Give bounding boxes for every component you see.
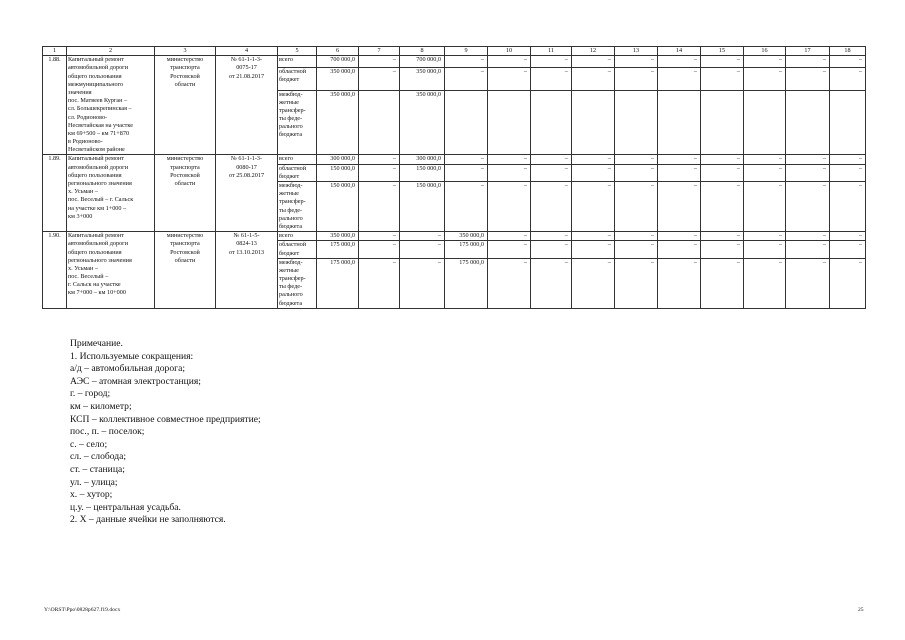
notes-title: Примечание. [70,338,123,349]
table-cell: – [658,241,701,258]
table-cell: всего [278,232,317,241]
table-cell: – [488,258,531,308]
table-cell [744,90,786,155]
note-line: сл. – слобода; [70,451,127,463]
table-header-cell: 8 [400,47,445,56]
table-cell: 300 000,0 [317,155,359,164]
table-cell [701,90,744,155]
table-header-cell: 2 [67,47,155,56]
table-cell: областной бюджет [278,164,317,181]
table-cell: всего [278,56,317,68]
table-cell: 350 000,0 [400,68,445,90]
note-line: км – километр; [70,400,132,412]
table-cell: – [488,164,531,181]
table-cell: – [658,68,701,90]
table-cell: – [359,232,400,241]
table-header-cell: 7 [359,47,400,56]
table-cell: – [786,68,830,90]
table-cell: – [786,232,830,241]
table-cell: – [744,241,786,258]
table-cell: – [830,241,866,258]
note-line: КСП – коллективное совместное предприятие; [70,413,261,425]
table-cell: министерство транспорта Ростовской области [155,155,216,232]
table-cell: министерство транспорта Ростовской области [155,56,216,155]
table-header-cell: 11 [531,47,572,56]
table-cell: – [744,155,786,164]
table-cell [615,90,658,155]
table-cell: – [830,258,866,308]
table-cell: – [744,232,786,241]
table-cell: – [488,232,531,241]
table-cell: – [701,241,744,258]
table-cell: – [830,182,866,232]
table-header-cell: 6 [317,47,359,56]
note-line: ст. – станица; [70,463,125,475]
table-cell: Капитальный ремонт автомобильной дороги общего пользования регионального значения х. Усьман – пос. Веселый – г. Сальск на участке км 7+000 – км 10+000 [67,232,155,309]
table-cell: – [572,68,615,90]
table-row [43,56,866,68]
table-cell: – [615,155,658,164]
table-cell: – [359,56,400,68]
table-cell: 1.88. [43,56,67,155]
table-cell: – [701,258,744,308]
table-cell: межбюд- жетные трансфер- ты феде- рального бюджета [278,258,317,308]
table-cell [531,90,572,155]
table-cell: – [830,68,866,90]
table-cell: – [658,232,701,241]
note-line: АЭС – атомная электростанция; [70,375,201,387]
table-cell: – [744,182,786,232]
table-cell [488,90,531,155]
table-cell: – [572,232,615,241]
table-cell: – [400,241,445,258]
table-cell: – [786,258,830,308]
table-cell: – [359,155,400,164]
table-cell: всего [278,155,317,164]
table-cell: – [786,155,830,164]
table-cell: – [572,164,615,181]
table-cell: – [615,182,658,232]
table-cell: – [615,258,658,308]
table-cell: – [786,241,830,258]
table-cell [658,90,701,155]
table-row [43,232,866,241]
note-line: г. – город; [70,388,111,400]
table-cell: – [701,164,744,181]
table-cell [359,90,400,155]
table-cell: – [445,56,488,68]
table-cell: – [531,164,572,181]
table-cell: – [615,68,658,90]
table-cell: № 61-1-1-3- 0075-17 от 21.08.2017 [216,56,278,155]
table-cell: – [531,182,572,232]
table-cell [786,90,830,155]
table-cell: – [359,182,400,232]
table-cell: – [400,258,445,308]
table-cell: 150 000,0 [400,164,445,181]
table-cell: – [445,155,488,164]
table-header-row [43,47,866,56]
table-cell: – [615,241,658,258]
table-cell: – [658,164,701,181]
table-cell [830,90,866,155]
table-header-cell: 9 [445,47,488,56]
notes-section [70,338,261,527]
table-cell: – [786,182,830,232]
table-cell: Капитальный ремонт автомобильной дороги общего пользования межмуниципального значения пос. Матвеев Курган – сл. Большекрепинская – сл. Родионово- Несветайская на участке км 69+500 – км 71+870 в Родионово- Несветайском районе [67,56,155,155]
footer-file-path: Y:\ORST\Ppo\0828p627.f19.docx [44,607,121,613]
table-cell: – [830,155,866,164]
table-header-cell: 18 [830,47,866,56]
table-cell: – [531,56,572,68]
table-cell: – [531,232,572,241]
table-cell: – [572,155,615,164]
table-cell: – [701,182,744,232]
table-row [43,155,866,164]
table-cell: 175 000,0 [445,241,488,258]
table-cell: – [359,68,400,90]
table-cell: – [744,56,786,68]
footer-page-number: 25 [858,607,864,613]
table-cell: областной бюджет [278,68,317,90]
table-cell: – [615,164,658,181]
table-cell: – [531,258,572,308]
table-header-cell: 17 [786,47,830,56]
table-cell: – [830,232,866,241]
table-cell: № 61-1-1-3- 0080-17 от 25.08.2017 [216,155,278,232]
table-cell: – [830,56,866,68]
table-cell: – [615,56,658,68]
table-cell: – [572,56,615,68]
note-line: ул. – улица; [70,476,118,488]
table-header-cell: 1 [43,47,67,56]
table-cell: – [615,232,658,241]
table-cell: – [488,56,531,68]
note-line: 1. Используемые сокращения: [70,350,194,362]
table-cell: – [701,232,744,241]
table-cell: – [744,258,786,308]
table-cell: 175 000,0 [317,241,359,258]
note-line: х. – хутор; [70,489,113,501]
table-cell: – [445,182,488,232]
table-cell: 1.89. [43,155,67,232]
table-cell: 175 000,0 [445,258,488,308]
table-cell [445,90,488,155]
table-cell: – [531,241,572,258]
table-cell: – [572,241,615,258]
note-line: ц.у. – центральная усадьба. [70,501,181,513]
table-cell: 150 000,0 [317,182,359,232]
table-header-cell: 10 [488,47,531,56]
table-cell: – [701,56,744,68]
table-cell: 175 000,0 [317,258,359,308]
table-cell: 300 000,0 [400,155,445,164]
table-cell: 150 000,0 [400,182,445,232]
table-cell: 350 000,0 [317,68,359,90]
table-cell: – [488,182,531,232]
table-cell: 150 000,0 [317,164,359,181]
table-cell: – [572,258,615,308]
table-cell: 700 000,0 [317,56,359,68]
table-cell: – [658,56,701,68]
note-line: 2. Х – данные ячейки не заполняются. [70,514,226,526]
program-table [42,46,866,309]
table-cell: 350 000,0 [317,90,359,155]
table-cell: 350 000,0 [445,232,488,241]
table-cell: – [488,155,531,164]
table-cell: – [488,241,531,258]
table-cell: – [359,258,400,308]
table-cell: – [701,68,744,90]
table-cell: – [744,68,786,90]
table-header-cell: 12 [572,47,615,56]
table-cell: – [786,164,830,181]
notes-lines [70,351,261,527]
table-cell: – [531,68,572,90]
table-header-cell: 4 [216,47,278,56]
table-cell: – [488,68,531,90]
table-cell: – [445,68,488,90]
table-header-cell: 13 [615,47,658,56]
table-cell: – [359,164,400,181]
table-header-cell: 5 [278,47,317,56]
table-cell: – [830,164,866,181]
table-cell: – [658,182,701,232]
table-header-cell: 15 [701,47,744,56]
table-header-cell: 3 [155,47,216,56]
table-cell: 700 000,0 [400,56,445,68]
table-cell: – [658,155,701,164]
table-cell: – [531,155,572,164]
table-cell: областной бюджет [278,241,317,258]
table-cell: 350 000,0 [317,232,359,241]
table-cell: – [572,182,615,232]
table-cell: 1.90. [43,232,67,309]
note-line: а/д – автомобильная дорога; [70,363,186,375]
table-header-cell: 16 [744,47,786,56]
table-cell [572,90,615,155]
table-cell: – [744,164,786,181]
note-line: пос., п. – поселок; [70,426,145,438]
note-line: с. – село; [70,438,108,450]
table-cell: – [445,164,488,181]
table-header-cell: 14 [658,47,701,56]
table-cell: межбюд- жетные трансфер- ты феде- рального бюджета [278,90,317,155]
table-cell: – [786,56,830,68]
table-cell: 350 000,0 [400,90,445,155]
table-cell: – [400,232,445,241]
table-cell: – [359,241,400,258]
table-cell: Капитальный ремонт автомобильной дороги общего пользования регионального значения х. Усьман – пос. Веселый – г. Сальск на участке км 1+000 – км 3+000 [67,155,155,232]
table-cell: – [658,258,701,308]
table-cell: № 61-1-5- 0824-13 от 13.10.2013 [216,232,278,309]
table-cell: – [701,155,744,164]
table-cell: межбюд- жетные трансфер- ты феде- рального бюджета [278,182,317,232]
table-cell: министерство транспорта Ростовской области [155,232,216,309]
